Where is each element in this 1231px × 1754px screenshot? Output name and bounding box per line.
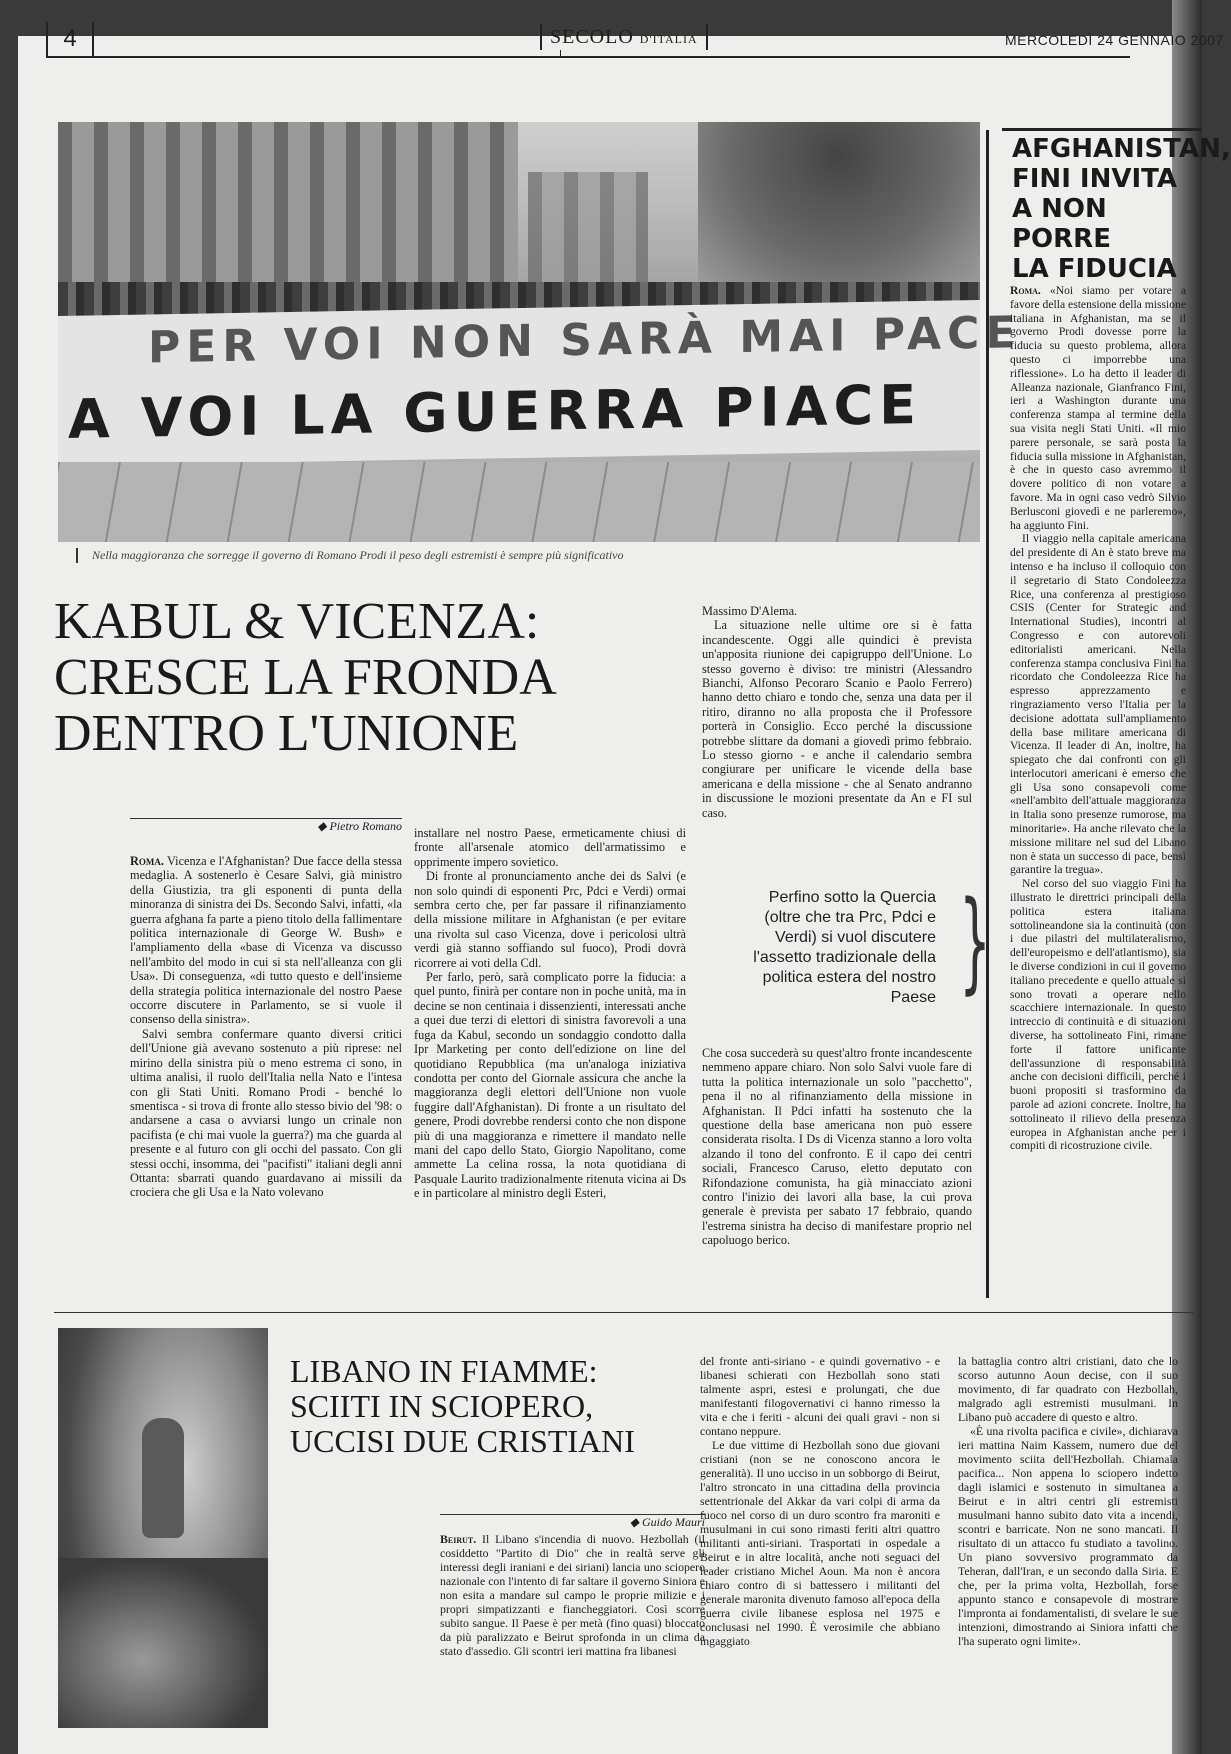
main-headline-line2: CRESCE LA FRONDA — [54, 649, 557, 706]
paragraph — [440, 1532, 705, 1658]
masthead-main: SECOLO — [550, 26, 640, 48]
second-col-1 — [440, 1532, 705, 1658]
paragraph-text: Il viaggio nella capitale americana del presidente di An è stato breve ma intenso e ha incluso il colloquio con il segretario di Stato Condoleezza Rice, una conferenza al prestigioso CSIS (Center for Strategic and International Studies), incontri al Congresso e con autorevoli editorialisti americani. Nella conferenza stampa conclusiva Fini ha ricordato che Condoleezza Rice ha espresso apprezzamento e ringraziamento verso l'Italia per la decisione adottata sull'ampliamento della base militare americana di Vicenza. Il leader di An, inoltre, ha spiegato che dai confronti con gli interlocutori americani è emerso che gli Usa sono consapevoli come «nell'ambito dell'attuale maggioranza in Italia sono presenze rumorose, ma minoritarie». Ha anche rilevato che la missione militare nel sud del Libano non è stata un successo di pace, bensì garantire la tregua». — [1010, 532, 1186, 877]
main-col-3-top — [702, 604, 972, 820]
building-center — [528, 172, 648, 292]
second-headline-line2: SCIITI IN SCIOPERO, — [290, 1388, 594, 1424]
paragraph — [958, 1424, 1178, 1648]
brace-decoration: } — [959, 877, 991, 1005]
second-byline-author: Guido Mauri — [642, 1515, 705, 1529]
sidebar-headline-line4: LA FIDUCIA — [1012, 254, 1177, 284]
banner-text-line1: PER VOI NON SARÀ MAI PACE — [148, 307, 1022, 374]
paragraph-text: installare nel nostro Paese, ermeticamente chiusi di fronte all'arsenale atomico dell'armatissimo e opprimente impero sovietico. — [414, 826, 686, 869]
paragraph — [130, 1027, 402, 1200]
dateline-lead: Roma. — [130, 854, 164, 868]
second-headline-line1: LIBANO IN FIAMME: — [290, 1353, 598, 1389]
paragraph-text: Di fronte al pronunciamento anche dei ds Salvi (e non solo quindi di esponenti Prc, Pdci e Verdi) ormai sembra certo che, per far passare il rifinanziamento della missione militare in Afghanistan (e per evitare una rivolta sul caso Vicenza, dove i pericolosi ultrà verdi già stanno soffiando sul fuoco), Prodi dovrà ricorrere ai voti della Cdl. — [414, 869, 686, 970]
paragraph — [958, 1354, 1178, 1424]
lebanon-photo — [58, 1328, 268, 1728]
second-headline-line3: UCCISI DUE CRISTIANI — [290, 1423, 635, 1459]
sidebar-headline-line1: AFGHANISTAN, — [1012, 134, 1231, 164]
paragraph-text: Massimo D'Alema. — [702, 604, 798, 618]
paragraph — [702, 1046, 972, 1248]
paragraph-text: Salvi sembra confermare quanto diversi critici dell'Unione già avevano sostenuto a più riprese: nel mirino della sinistra più o meno estrema ci sono, in ultima analisi, il ruolo dell'Italia nella Nato e l'intesa con gli Stati Uniti. Romano Prodi - benché lo smentisca - si trova di fronte allo stesso bivio del '98: o andarsene a casa o avviarsi lungo un crinale non pacifista (e chi mai vuole la guerra?) ma che guarda al presente e al futuro con gli occhi del passato. Con gli stessi occhi, insomma, dei "pacifisti" italiani degli anni Ottanta: sbarrati quando guardavano ai missili da crociera che gli Usa e la Nato volevano — [130, 1026, 402, 1200]
masthead — [540, 24, 708, 50]
paragraph — [700, 1354, 940, 1438]
header-tick — [560, 50, 561, 58]
paragraph — [1010, 532, 1186, 877]
masthead-small: D'ITALIA — [639, 32, 698, 46]
paragraph — [702, 604, 972, 618]
main-byline: ◆ Pietro Romano — [130, 818, 402, 834]
figure-silhouette — [142, 1418, 184, 1538]
dateline-lead: Roma. — [1010, 284, 1041, 297]
header-rule — [90, 56, 1130, 58]
main-headline — [54, 594, 694, 762]
paragraph-text: la battaglia contro altri cristiani, dato che lo scorso autunno Aoun decise, con il suo movimento, di far quadrato con Hezbollah, malgrado agli estremisti musulmani. In Libano può accadere di questo e altro. — [958, 1354, 1178, 1424]
section-divider — [54, 1312, 1194, 1313]
dateline-lead: Beirut. — [440, 1532, 477, 1546]
second-col-3 — [958, 1354, 1178, 1648]
paragraph — [1010, 284, 1186, 532]
paragraph — [414, 826, 686, 869]
photo-caption: Nella maggioranza che sorregge il governo di Romano Prodi il peso degli estremisti è sempre più significativo — [76, 548, 624, 563]
paragraph-text: Le due vittime di Hezbollah sono due giovani cristiani (non se ne conoscono ancora le generalità). Il uno ucciso in un sobborgo di Beirut, l'altro stroncato in una cittadina della provincia settentrionale del Akkar da vari colpi di arma da fuoco nel corso di un duro scontro fra maroniti e musulmani in cui sono rimasti feriti altri quattro militanti anti-siriani. Trasportati in ospedale a Beirut e in altre località, anche noti seguaci del leader cristiano Michel Aoun. Ma non è ancora chiaro contro di si battessero i militanti del generale maronita divenuto famoso all'epoca della guerra civile libanese esplosa nel 1975 e conclusasi nel 1990. È verosimile che abbiano ingaggiato — [700, 1438, 940, 1648]
paragraph — [1010, 877, 1186, 1153]
paragraph — [414, 970, 686, 1201]
paragraph — [700, 1438, 940, 1648]
paragraph — [130, 854, 402, 1027]
trees — [698, 122, 980, 292]
issue-date: MERCOLEDÌ 24 GENNAIO 2007 — [1005, 32, 1224, 48]
paragraph — [702, 618, 972, 820]
sidebar-headline-line3: A NON PORRE — [1012, 194, 1111, 254]
protest-photo — [58, 122, 1022, 542]
sidebar-headline-line2: FINI INVITA — [1012, 164, 1177, 194]
sidebar-top-rule — [1002, 128, 1202, 131]
protest-banner — [58, 300, 1022, 466]
main-col-3-bottom — [702, 1046, 972, 1248]
paragraph-text: Per farlo, però, sarà complicato porre la fiducia: a quel punto, finirà per contare non in poche unità, ma in decine se non centinaia i dissenzienti, interessati anche a quei due terzi di elettori di sinistra favorevoli a una fuga da Kabul, secondo un sondaggio condotto dalla Ipr Marketing per conto dell'edizione on line del quotidiano Repubblica (ma un'analoga iniziativa condotta per conto del Giornale assicura che anche la maggioranza degli elettori dell'Unione non vuole fuggire dall'Afghanistan). Di fronte a un risultato del genere, Prodi dovrebbe rendersi conto che non dispone più di una maggioranza e rimettere il mandato nelle mani del capo dello Stato, Giorgio Napolitano, come ammette La celina rossa, la nota quotidiana di Pasquale Laurito tradizionalmente ritenuta vicina ai Ds e in particolare al ministro degli Esteri, — [414, 970, 686, 1201]
paragraph-text: del fronte anti-siriano - e quindi governativo - e libanesi schierati con Hezbollah sono stati talmente aspri, estesi e prolungati, che due manifestanti filogovernativi ci hanno rimesso la vita e che i feriti - alcuni dei quali gravi - non si contano neppure. — [700, 1354, 940, 1438]
paragraph-text: Che cosa succederà su quest'altro fronte incandescente nemmeno appare chiaro. Non solo Salvi vuole fare di tutta la politica internazionale un solo "pacchetto", pena il no al rifinanziamento della missione in Afghanistan. Il Pdci infatti ha sostenuto che la questione della base americana non può essere considerata risolta. I Ds di Vicenza stanno a loro volta alzando il tono del confronto. E il capo dei centri sociali, Francesco Caruso, eletto deputato con Rifondazione comunista, ha già minacciato azioni contro l'inizio dei lavori alla base, la cui prova generale è prevista per sabato 17 febbraio, quando l'estrema sinistra ha deciso di manifestare proprio nel capoluogo berico. — [702, 1046, 972, 1248]
page-number: 4 — [46, 22, 94, 58]
paragraph-text: Nel corso del suo viaggio Fini ha illustrato le direttrici principali della politica estera italiana sottolineandone sia la continuità (con i due pilastri del multilateralismo, dell'europeismo e dell'atlantismo), sia le diverse condizioni in cui il governo italiano precedente e quello attuale si sono trovati a operare nello scacchiere internazionale. In questo intreccio di continuità e di situazioni diverse, ha sottolineato Fini, rimane forte il fattore unificante dell'assunzione di responsabilità anche con decisioni difficili, perché i buoni propositi si trasformino da parole ad azioni concrete. Inoltre, ha sottolineato il rilievo della presenza europea in Afghanistan anche per i compiti di ricostruzione civile. — [1010, 877, 1186, 1153]
paragraph-text: Il Libano s'incendia di nuovo. Hezbollah (il cosiddetto "Partito di Dio" che in realtà serve gli interessi degli iraniani e dei siriani) lancia uno sciopero nazionale con l'intento di far saltare il governo Siniora e non esita a mandare sul campo le proprie milizie e i propri simpatizzanti e fiancheggiatori. Così scorre subito sangue. Il Paese è per metà (fino quasi) bloccato da più paralizzato e Beirut sprofonda in un clima da stato d'assedio. Gli scontri ieri mattina fra libanesi — [440, 1532, 705, 1658]
paragraph-text: Vicenza e l'Afghanistan? Due facce della stessa medaglia. A sostenerlo è Cesare Salvi, già ministro della Giustizia, tra gli esponenti di punta della minoranza di sinistra dei Ds. Secondo Salvi, infatti, «la guerra afghana fa parte a pieno titolo della fallimentare politica internazionale di George W. Bush» e l'ampliamento della «base di Vicenza va discusso nell'ambito del modo in cui si sta nell'alleanza con gli Usa». Di conseguenza, «di tutto questo e dell'insieme della strategia politica internazionale del nostro Paese occorre discutere in Parlamento, se si vuole il consenso della sinistra». — [130, 854, 402, 1027]
second-byline: ◆ Guido Mauri — [440, 1514, 705, 1530]
sidebar-headline — [1012, 134, 1231, 284]
paragraph-text: La situazione nelle ultime ore si è fatta incandescente. Oggi alle quindici è prevista un'apposita riunione dei capigruppo dell'Unione. Lo stesso governo è diviso: tre ministri (Alessandro Bianchi, Alfonso Pecoraro Scanio e Paolo Ferrero) hanno detto chiaro e tondo che, senza una data per il ritiro, diranno no alla proposta che il Professore porterà in Consiglio. Ecco perché la discussione potrebbe slittare da domani a giovedì primo febbraio. Lo stesso giorno - e anche il calendario sembra congiurare per unificare le vicende della base americana e della missione - che al Senato andranno in discussione le mozioni presentate da An e FI sul caso. — [702, 618, 972, 820]
pull-quote: Perfino sotto la Quercia (oltre che tra Prc, Pdci e Verdi) si vuol discutere l'assetto tradizionale della politica estera del nostro Paese — [753, 889, 936, 1006]
second-headline — [290, 1354, 700, 1459]
main-headline-line3: DENTRO L'UNIONE — [54, 705, 519, 762]
banner-text-line2: A VOI LA GUERRA PIACE — [68, 372, 923, 451]
main-byline-author: Pietro Romano — [329, 819, 402, 833]
main-col-2 — [414, 826, 686, 1201]
paragraph-text: «È una rivolta pacifica e civile», dichiarava ieri mattina Naim Kassem, numero due del movimento sciita dell'Hezbollah. Chiamala pacifica... Non appena lo sciopero indetto dagli islamici e sostenuto in simultanea a Beirut e in altri centri gli estremisti musulmani hanno subito dato vita a incendi, scontri e barricate. Non ne sono mancati. Il risultato di un attacco fu studiato a tavolino. Un piano sovversivo programmato da Teheran, dall'Iran, e un secondo dalla Siria. E che, per la prima volta, Hezbollah, forse appunto stanco e consapevole di mostrare l'impronta ai fondamentalisti, di svelare le sue intenzioni, dimostrando ai Siniora infatti che l'ha superato ogni limite». — [958, 1424, 1178, 1648]
smoke-fire — [58, 1558, 268, 1728]
second-col-2 — [700, 1354, 940, 1648]
tram-tracks — [58, 462, 980, 542]
main-col-1 — [130, 854, 402, 1200]
main-headline-line1: KABUL & VICENZA: — [54, 593, 540, 650]
paragraph — [414, 869, 686, 970]
paragraph-text: «Noi siamo per votare a favore della estensione della missione italiana in Afghanistan, ma se il governo Prodi dovesse porre la fiducia su questo problema, allora questo ci imporrebbe una riflessione». Lo ha detto il leader di Alleanza nazionale, Gianfranco Fini, ieri a Washington durante una conferenza stampa al termine della sua visita negli Stati Uniti. «Il mio parere personale, se sarà posta la fiducia sulla missione in Afghanistan, è che in questo caso avremmo il dovere politico di non votare a favore. Ma in ogni caso vedrò Silvio Berlusconi giovedì e ne parleremo», ha aggiunto Fini. — [1010, 284, 1186, 532]
building-left — [58, 122, 518, 292]
sidebar-body — [1010, 284, 1186, 1153]
